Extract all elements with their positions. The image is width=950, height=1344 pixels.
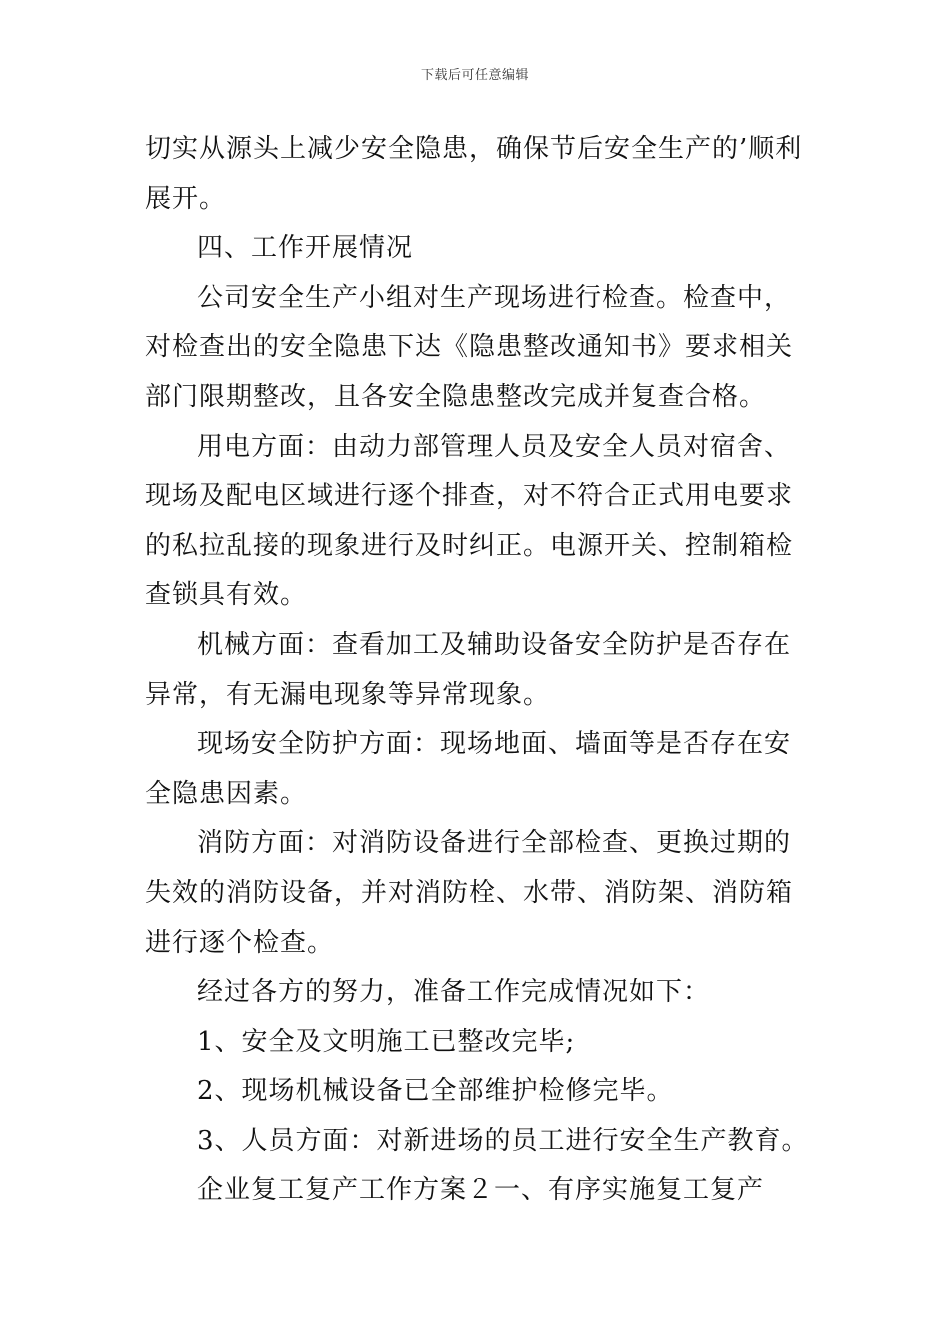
paragraph-3: 公司安全生产小组对生产现场进行检查。检查中，对检查出的安全隐患下达《隐患整改通知书》要求相关部门限期整改，且各安全隐患整改完成并复查合格。	[145, 282, 794, 412]
paragraph-4: 用电方面：由动力部管理人员及安全人员对宿舍、现场及配电区域进行逐个排查，对不符合正式用电要求的私拉乱接的现象进行及时纠正。电源开关、控制箱检查锁具有效。	[145, 431, 794, 611]
paragraph-6: 现场安全防护方面：现场地面、墙面等是否存在安全隐患因素。	[145, 729, 792, 809]
paragraph-7: 消防方面：对消防设备进行全部检查、更换过期的失效的消防设备，并对消防栓、水带、消防架、消防箱进行逐个检查。	[145, 828, 794, 958]
document-body	[145, 125, 810, 1216]
list-item-2: 2、现场机械设备已全部维护检修完毕。	[197, 1076, 674, 1107]
section-heading: 四、工作开展情况	[197, 233, 414, 264]
list-item-1: 1、安全及文明施工已整改完毕;	[197, 1026, 576, 1057]
paragraph-8: 经过各方的努力，准备工作完成情况如下：	[197, 977, 711, 1008]
paragraph-12: 企业复工复产工作方案２一、有序实施复工复产	[197, 1175, 765, 1206]
paragraph-1: 切实从源头上减少安全隐患，确保节后安全生产的’顺利展开。	[145, 134, 803, 214]
page-header: 下载后可任意编辑	[420, 68, 529, 83]
list-item-3: 3、人员方面：对新进场的员工进行安全生产教育。	[197, 1125, 809, 1156]
paragraph-5: 机械方面：查看加工及辅助设备安全防护是否存在异常，有无漏电现象等异常现象。	[145, 629, 792, 710]
